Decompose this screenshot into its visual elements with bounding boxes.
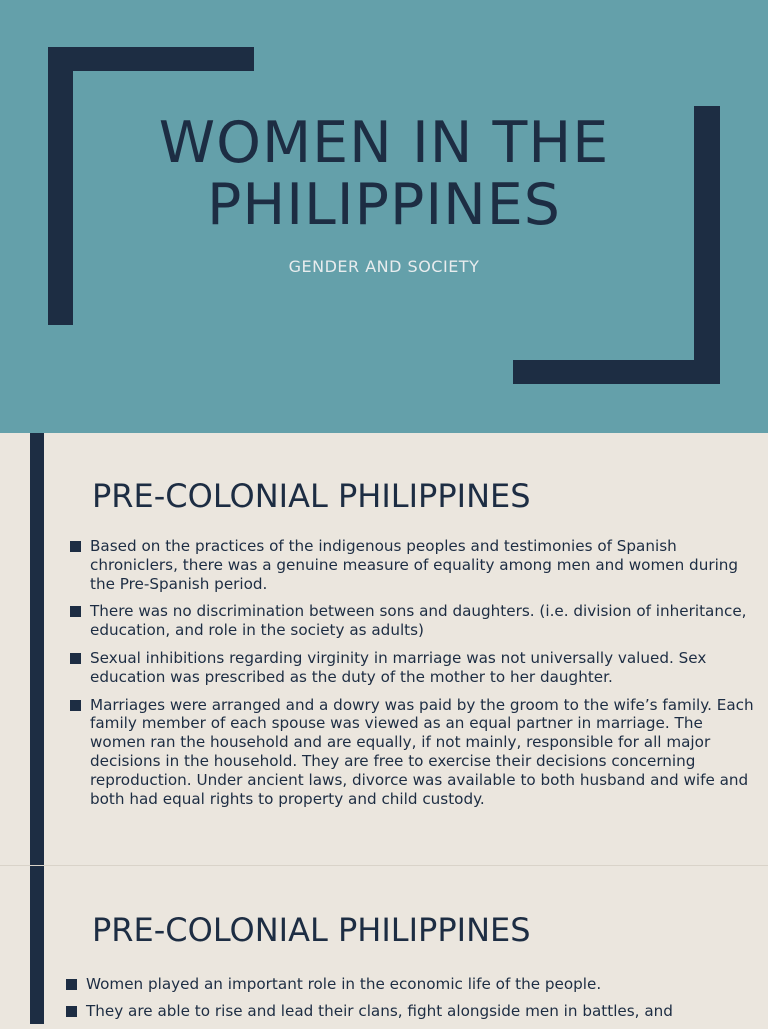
- bullet-square-icon: [70, 541, 81, 552]
- bullet-square-icon: [70, 700, 81, 711]
- title-slide: [0, 0, 768, 433]
- title-line-1: WOMEN IN THE: [158, 110, 610, 176]
- bullet-square-icon: [70, 606, 81, 617]
- bullet-square-icon: [70, 653, 81, 664]
- list-item: [68, 602, 758, 640]
- bullet-text: Marriages were arranged and a dowry was paid by the groom to the wife’s family. Each family member of each spouse was viewed as an equal partner in marriage. The women ran the household and are equally, if not mainly, responsible for all major decisions in the household. They are free to exercise their decisions concerning reproduction. Under ancient laws, divorce was available to both husband and wife and both had equal rights to property and child custody.: [90, 695, 754, 808]
- bullet-text: They are able to rise and lead their clans, fight alongside men in battles, and: [86, 1001, 673, 1020]
- list-item: [68, 537, 758, 593]
- bullet-text: Sexual inhibitions regarding virginity in marriage was not universally valued. Sex education was prescribed as the duty of the mother to her daughter.: [90, 648, 707, 686]
- bullet-square-icon: [66, 1006, 77, 1017]
- bullet-list: [64, 975, 754, 1029]
- list-item: [68, 696, 758, 809]
- list-item: [64, 975, 754, 994]
- bullet-text: There was no discrimination between sons and daughters. (i.e. division of inheritance, education, and role in the society as adults): [90, 602, 747, 640]
- frame-bracket-top-left-horizontal: [48, 47, 254, 71]
- bullet-text: Women played an important role in the economic life of the people.: [86, 975, 602, 993]
- slide-heading: PRE-COLONIAL PHILIPPINES: [92, 911, 531, 949]
- presentation-title: [0, 112, 768, 236]
- list-item: [68, 649, 758, 687]
- slide-accent-bar: [30, 866, 44, 1024]
- slide-accent-bar: [30, 433, 44, 865]
- bullet-list: [68, 537, 758, 817]
- presentation-subtitle: GENDER AND SOCIETY: [288, 257, 480, 276]
- bullet-square-icon: [66, 979, 77, 990]
- bullet-text: Based on the practices of the indigenous peoples and testimonies of Spanish chroniclers, there was a genuine measure of equality among men and women during the Pre-Spanish period.: [90, 537, 739, 593]
- frame-bracket-bottom-right-horizontal: [513, 360, 720, 384]
- list-item: [64, 1002, 754, 1021]
- slide-heading: PRE-COLONIAL PHILIPPINES: [92, 477, 531, 515]
- title-line-2: PHILIPPINES: [206, 172, 561, 238]
